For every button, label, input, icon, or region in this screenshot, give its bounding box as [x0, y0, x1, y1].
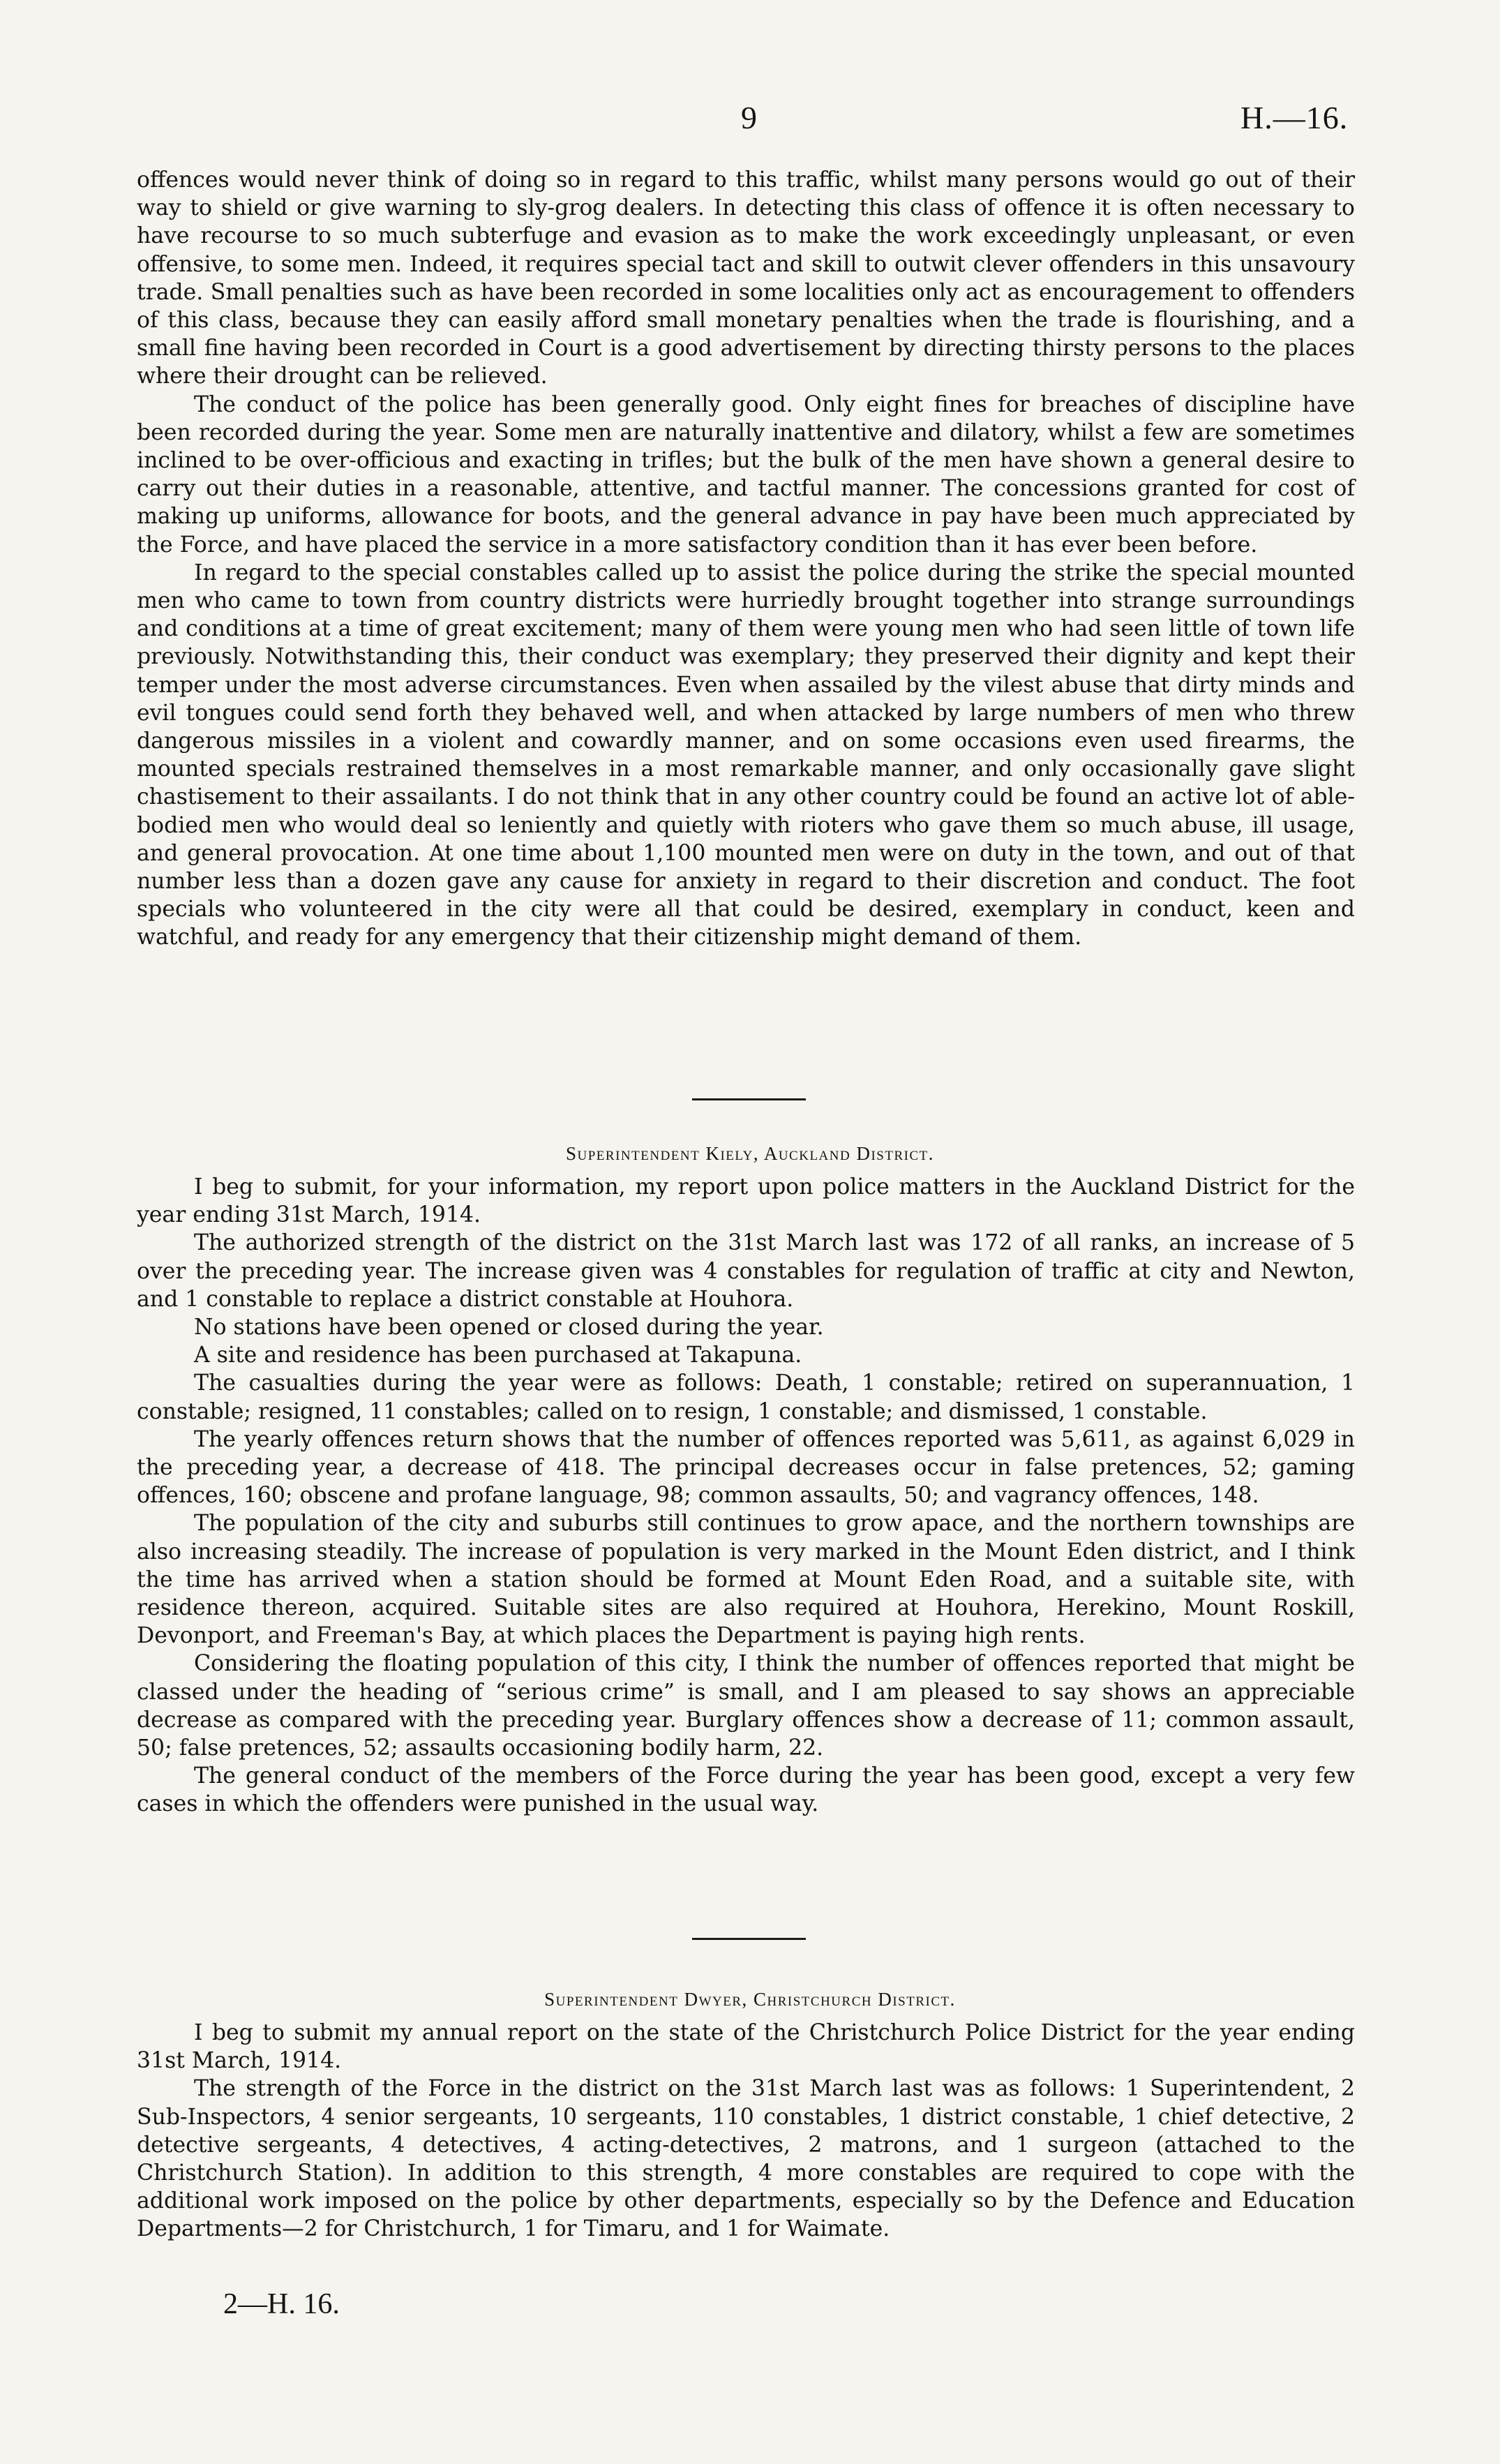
page-number: 9: [741, 100, 757, 135]
paragraph: A site and residence has been purchased at Takapuna.: [194, 1343, 802, 1368]
section-divider: [692, 1098, 806, 1100]
section-auckland-district: [137, 1173, 1355, 1819]
paragraph: The yearly offences return shows that the number of offences reported was 5,611, as against 6,029 in the preceding year, a decrease of 418. The principal decreases occur in false pretences, 52; gaming offences, 160; obscene and profane language, 98; common assaults, 50; and vagrancy offences, 148.: [137, 1426, 1355, 1509]
paragraph: The general conduct of the members of the Force during the year has been good, except a very few cases in which the offenders were punished in the usual way.: [137, 1763, 1355, 1817]
paragraph: The casualties during the year were as follows: Death, 1 constable; retired on superannuation, 1 constable; resigned, 11 constables; called on to resign, 1 constable; and dismissed, 1 constable.: [137, 1371, 1355, 1424]
paragraph: The conduct of the police has been generally good. Only eight fines for breaches of discipline have been recorded during the year. Some men are naturally inattentive and dilatory, whilst a few are sometimes inclined to be over-officious and exacting in trifles; but the bulk of the men have shown a general desire to carry out their duties in a reasonable, attentive, and tactful manner. The concessions granted for cost of making up uniforms, allowance for boots, and the general advance in pay have been much appreciated by the Force, and have placed the service in a more satisfactory condition than it has ever been before.: [137, 391, 1355, 558]
paragraph: No stations have been opened or closed during the year.: [194, 1315, 824, 1341]
section-heading-christchurch: Superintendent Dwyer, Christchurch District.: [544, 1989, 956, 2010]
section-divider: [692, 1938, 806, 1940]
paragraph: offences would never think of doing so in regard to this traffic, whilst many persons would go out of their way to shield or give warning to sly-grog dealers. In detecting this class of offence it is often necessary to have recourse to so much subterfuge and evasion as to make the work exceedingly unpleasant, or even offensive, to some men. Indeed, it requires special tact and skill to outwit clever offenders in this unsavoury trade. Small penalties such as have been recorded in some localities only act as encouragement to offenders of this class, because they can easily afford small monetary penalties when the trade is flourishing, and a small fine having been recorded in Court is a good advertisement by directing thirsty persons to the places where their drought can be relieved.: [137, 167, 1355, 389]
paragraph: The population of the city and suburbs still continues to grow apace, and the northern townships are also increasing steadily. The increase of population is very marked in the Mount Eden district, and I think the time has arrived when a station should be formed at Mount Eden Road, and a suitable site, with residence thereon, acquired. Suitable sites are also required at Houhora, Herekino, Mount Roskill, Devonport, and Freeman's Bay, at which places the Department is paying high rents.: [137, 1511, 1355, 1649]
signature-code: 2—H. 16.: [223, 2288, 340, 2320]
report-code: H.—16.: [1240, 100, 1349, 135]
paragraph: In regard to the special constables called up to assist the police during the strike the special mounted men who came to town from country districts were hurriedly brought together into strange surroundings and conditions at a time of great excitement; many of them were young men who had seen little of town life previously. Notwithstanding this, their conduct was exemplary; they preserved their dignity and kept their temper under the most adverse circumstances. Even when assailed by the vilest abuse that dirty minds and evil tongues could send forth they behaved well, and when attacked by large numbers of men who threw dangerous missiles in a violent and cowardly manner, and on some occasions even used firearms, the mounted specials restrained themselves in a most remarkable manner, and only occasionally gave slight chastisement to their assailants. I do not think that in any other country could be found an active lot of able-bodied men who would deal so leniently and quietly with rioters who gave them so much abuse, ill usage, and general provocation. At one time about 1,100 mounted men were on duty in the town, and out of that number less than a dozen gave any cause for anxiety in regard to their discretion and conduct. The foot specials who volunteered in the city were all that could be desired, exemplary in conduct, keen and watchful, and ready for any emergency that their citizenship might demand of them.: [137, 560, 1355, 950]
paragraph: Considering the floating population of this city, I think the number of offences reported that might be classed under the heading of “serious crime” is small, and I am pleased to say shows an appreciable decrease as compared with the preceding year. Burglary offences show a decrease of 11; common assault, 50; false pretences, 52; assaults occasioning bodily harm, 22.: [137, 1651, 1355, 1761]
page-header: [0, 99, 1500, 141]
section-police-conduct: [137, 166, 1355, 952]
paragraph: I beg to submit my annual report on the state of the Christchurch Police District for the year ending 31st March, 1914.: [137, 2020, 1355, 2074]
section-christchurch-district: [137, 2019, 1355, 2243]
paragraph: The authorized strength of the district on the 31st March last was 172 of all ranks, an increase of 5 over the preceding year. The increase given was 4 constables for regulation of traffic at city and Newton, and 1 constable to replace a district constable at Houhora.: [137, 1230, 1355, 1312]
section-heading-auckland: Superintendent Kiely, Auckland District.: [566, 1143, 934, 1164]
paragraph: I beg to submit, for your information, my report upon police matters in the Auckland District for the year ending 31st March, 1914.: [137, 1174, 1355, 1228]
paragraph: The strength of the Force in the district on the 31st March last was as follows: 1 Superintendent, 2 Sub-Inspectors, 4 senior sergeants, 10 sergeants, 110 constables, 1 district constable, 1 chief detective, 2 detective sergeants, 4 detectives, 4 acting-detectives, 2 matrons, and 1 surgeon (attached to the Christchurch Station). In addition to this strength, 4 more constables are required to cope with the additional work imposed on the police by other departments, especially so by the Defence and Education Departments—2 for Christchurch, 1 for Timaru, and 1 for Waimate.: [137, 2076, 1355, 2242]
